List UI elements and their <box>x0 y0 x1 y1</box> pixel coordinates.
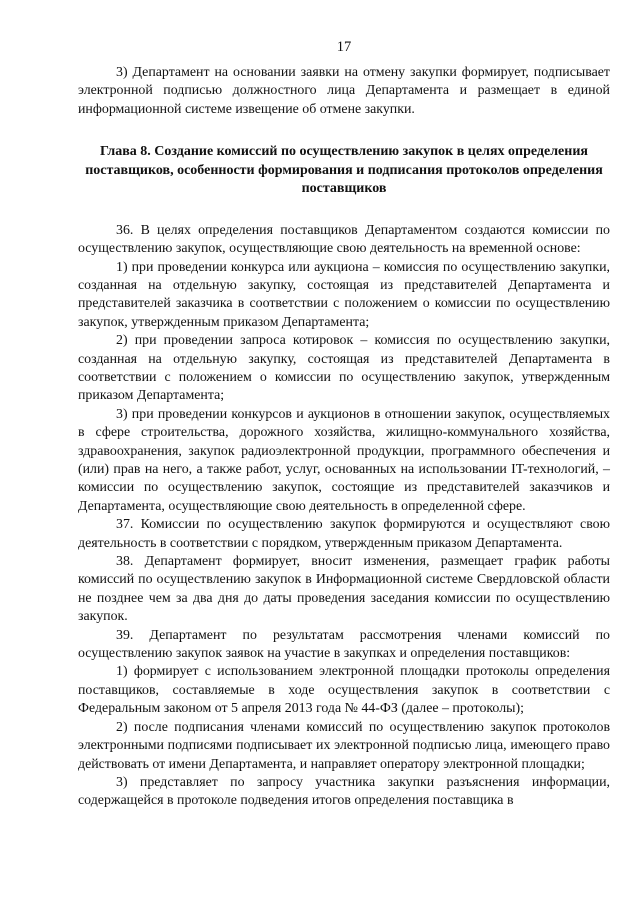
paragraph-39: 39. Департамент по результатам рассмотрения членами комиссий по осуществлению закупок заявок на участие в закупках и определения поставщиков: <box>78 627 610 662</box>
paragraph-39-item-1: 1) формирует с использованием электронной площадки протоколы определения поставщиков, составляемые в ходе осуществления закупок в соответствии с Федеральным законом от 5 апреля 2013 года № 44-ФЗ (далее – протоколы); <box>78 664 610 717</box>
paragraph-cancel-notice: 3) Департамент на основании заявки на отмену закупки формирует, подписывает электронной подписью должностного лица Департамента и размещает в единой информационной системе извещение об отмене закупки. <box>78 65 610 117</box>
chapter-title: Глава 8. Создание комиссий по осуществлению закупок в целях определения поставщиков, особенности формирования и подписания протоколов определения поставщиков <box>85 144 603 197</box>
paragraph-36-item-3: 3) при проведении конкурсов и аукционов в отношении закупок, осуществляемых в сфере строительства, дорожного хозяйства, жилищно-коммунального хозяйства, здравоохранения, закупок радиоэлектронной продукции, программного обеспечения и (или) прав на него, а также работ, услуг, основанных на использовании IT-технологий, – комиссии по осуществлению закупок, состоящие из представителей заказчиков и Департамента, осуществляющие свою деятельность в определенной сфере. <box>78 406 610 514</box>
paragraph-39-item-3: 3) представляет по запросу участника закупки разъяснения информации, содержащейся в протоколе подведения итогов определения поставщика в <box>78 774 610 809</box>
paragraph-36: 36. В целях определения поставщиков Департаментом создаются комиссии по осуществлению закупок, осуществляющие свою деятельность на временной основе: <box>78 222 610 257</box>
paragraph-37: 37. Комиссии по осуществлению закупок формируются и осуществляют свою деятельность в соответствии с порядком, утвержденным приказом Департамента. <box>78 517 610 551</box>
paragraph-39-item-2: 2) после подписания членами комиссий по осуществлению закупок протоколов электронными подписями подписывает их электронной подписью лица, имеющего право действовать от имени Департамента, и направляет оператору электронной площадки; <box>78 719 610 772</box>
paragraph-36-item-2: 2) при проведении запроса котировок – комиссия по осуществлению закупки, созданная на отдельную закупку, состоящая из представителей Департамента в соответствии с положением о комиссии по осуществлению закупок, утвержденным приказом Департамента; <box>78 333 610 404</box>
page-number: 17 <box>336 39 352 55</box>
paragraph-38: 38. Департамент формирует, вносит изменения, размещает график работы комиссий по осуществлению закупок в Информационной системе Свердловской области не позднее чем за два дня до даты проведения заседания комиссии по осуществлению закупок. <box>78 554 610 625</box>
paragraph-36-item-1: 1) при проведении конкурса или аукциона – комиссия по осуществлению закупки, созданная на отдельную закупку, состоящая из представителей Департамента и представителей заказчика в соответствии с положением о комиссии по осуществлению закупок, утвержденным приказом Департамента; <box>78 259 610 330</box>
